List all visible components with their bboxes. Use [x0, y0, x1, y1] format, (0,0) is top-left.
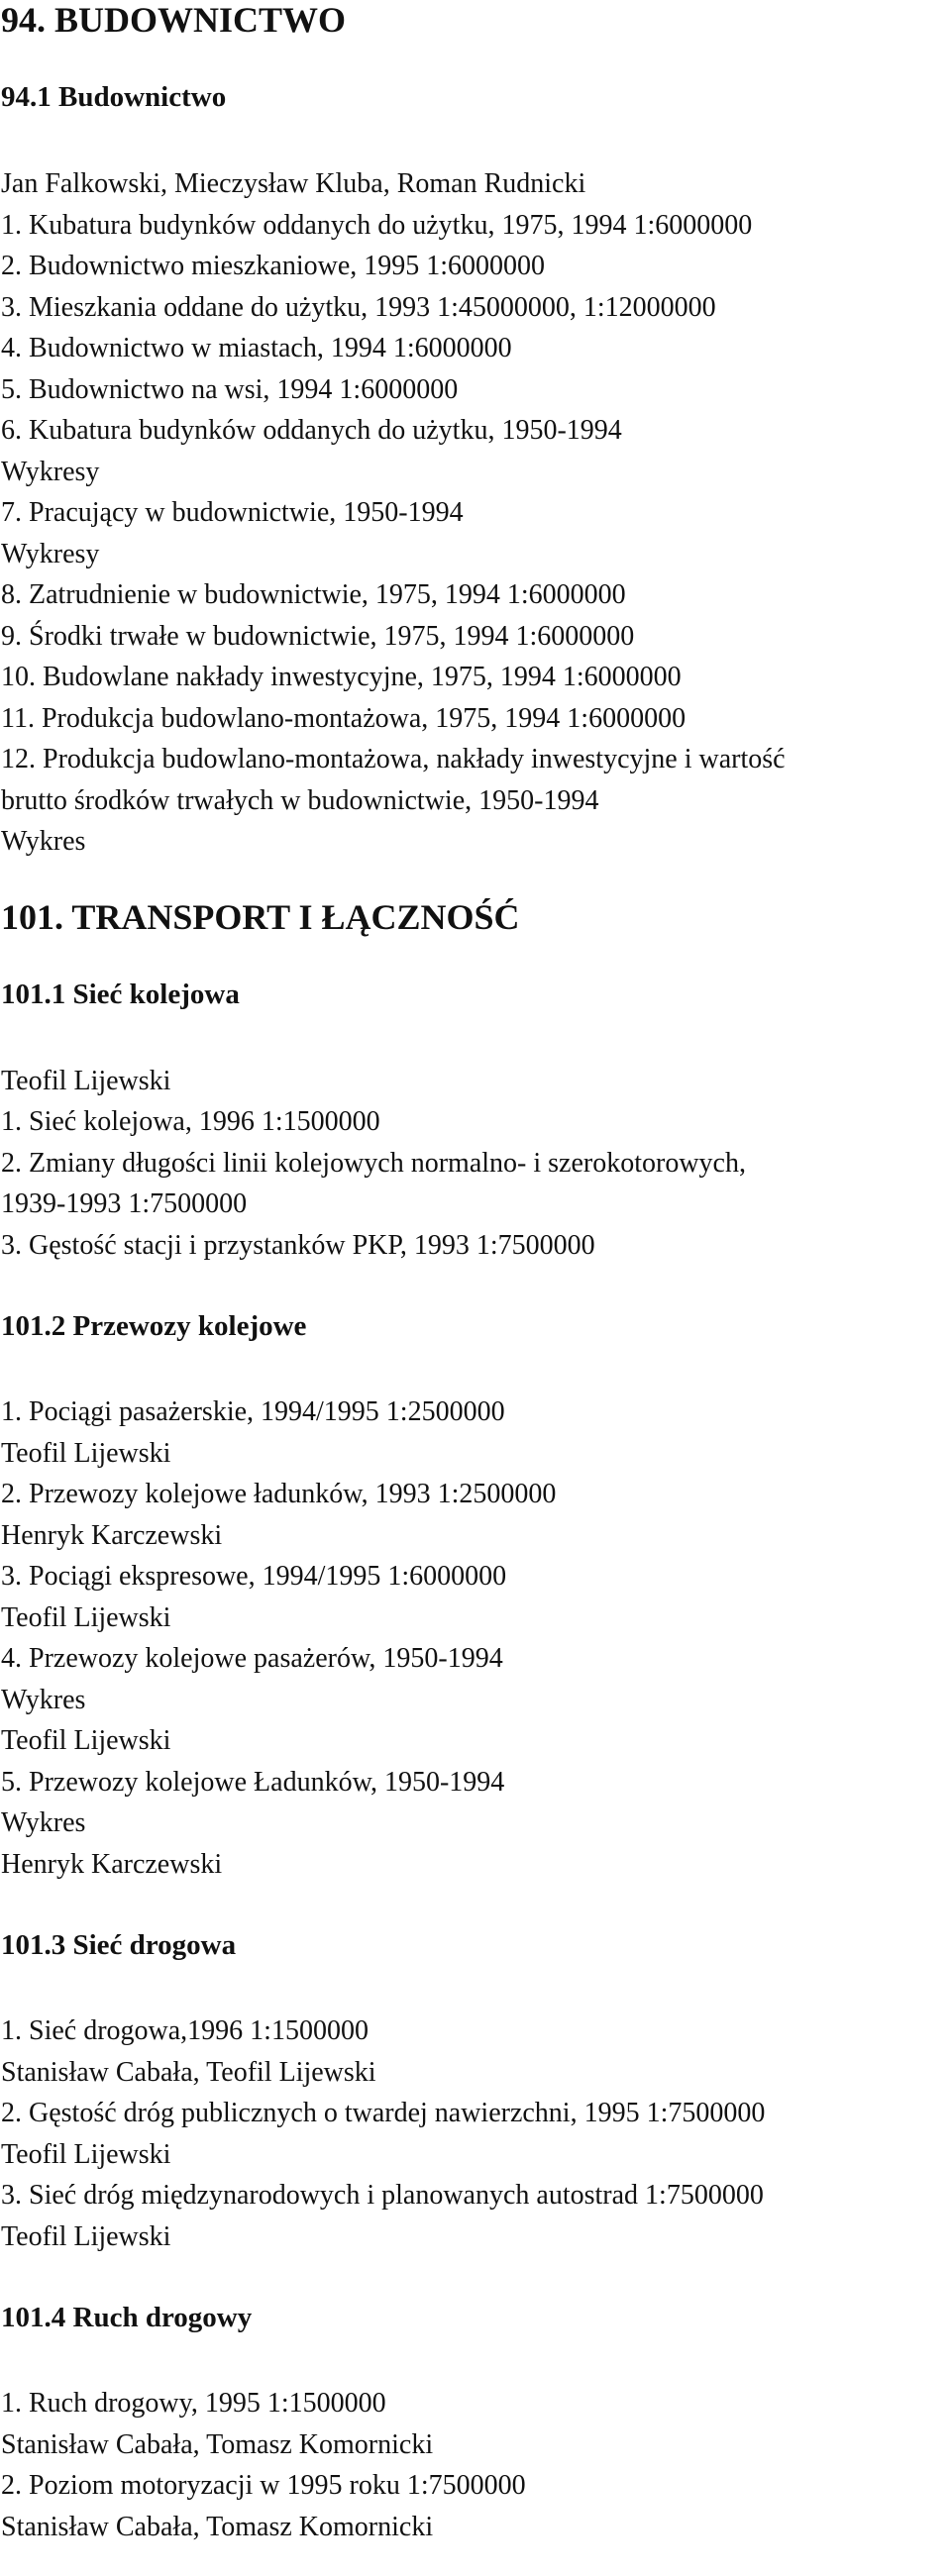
entry-line: Jan Falkowski, Mieczysław Kluba, Roman Rudnicki: [1, 168, 586, 199]
entry-list: [1, 2383, 951, 2547]
entry-line: brutto środków trwałych w budownictwie, 1950-1994: [1, 784, 599, 816]
entry-line: 3. Pociągi ekspresowe, 1994/1995 1:6000000: [1, 1561, 507, 1592]
entry-line: 7. Pracujący w budownictwie, 1950-1994: [1, 497, 464, 528]
entry-line: 4. Budownictwo w miastach, 1994 1:6000000: [1, 333, 512, 363]
entry-list: [1, 1391, 951, 1885]
entry-line: Teofil Lijewski: [1, 2138, 171, 2170]
entry-line: 5. Budownictwo na wsi, 1994 1:6000000: [1, 373, 459, 405]
entry-line: 9. Środki trwałe w budownictwie, 1975, 1994 1:6000000: [1, 620, 635, 652]
entry-line: 2. Budownictwo mieszkaniowe, 1995 1:6000000: [1, 251, 546, 281]
entry-line: 11. Produkcja budowlano-montażowa, 1975, 1994 1:6000000: [1, 702, 687, 734]
entry-line: 6. Kubatura budynków oddanych do użytku, 1950-1994: [1, 415, 622, 446]
entry-line: Teofil Lijewski: [1, 1601, 171, 1633]
entry-line: 1. Pociągi pasażerskie, 1994/1995 1:2500000: [1, 1396, 505, 1427]
entry-line: Wykresy: [1, 456, 100, 487]
section-heading: 101.2 Przewozy kolejowe: [1, 1310, 307, 1342]
entry-line: 1. Ruch drogowy, 1995 1:1500000: [1, 2388, 386, 2419]
entry-line: 1. Kubatura budynków oddanych do użytku, 1975, 1994 1:6000000: [1, 209, 753, 241]
entry-line: 3. Sieć dróg międzynarodowych i planowanych autostrad 1:7500000: [1, 2180, 764, 2211]
section: [1, 980, 951, 1267]
entry-line: 8. Zatrudnienie w budownictwie, 1975, 1994 1:6000000: [1, 579, 626, 610]
entry-line: 3. Gęstość stacji i przystanków PKP, 1993 1:7500000: [1, 1229, 595, 1261]
entry-line: Wykres: [1, 826, 86, 857]
entry-line: 10. Budowlane nakłady inwestycyjne, 1975, 1994 1:6000000: [1, 662, 682, 692]
entry-line: Stanisław Cabała, Tomasz Komornicki: [1, 2511, 434, 2542]
entry-line: 5. Przewozy kolejowe Ładunków, 1950-1994: [1, 1766, 505, 1798]
entry-line: 1. Sieć drogowa,1996 1:1500000: [1, 2015, 369, 2046]
section-heading: 101.3 Sieć drogowa: [1, 1929, 237, 1961]
entry-line: Teofil Lijewski: [1, 1725, 171, 1756]
entry-line: 2. Poziom motoryzacji w 1995 roku 1:7500000: [1, 2470, 526, 2501]
entry-line: 2. Zmiany długości linii kolejowych normalno- i szerokotorowych,: [1, 1147, 746, 1179]
section-heading: 94.1 Budownictwo: [1, 81, 227, 113]
entry-line: Wykres: [1, 1684, 86, 1715]
chapter-title: 101. TRANSPORT I ŁĄCZNOŚĆ: [1, 896, 520, 937]
entry-line: Teofil Lijewski: [1, 2220, 171, 2252]
entry-list: [1, 1061, 951, 1267]
entry-line: 12. Produkcja budowlano-montażowa, nakłady inwestycyjne i wartość: [1, 744, 786, 774]
entry-line: 3. Mieszkania oddane do użytku, 1993 1:45000000, 1:12000000: [1, 291, 716, 323]
entry-line: 1. Sieć kolejowa, 1996 1:1500000: [1, 1106, 380, 1137]
section: [1, 1931, 951, 2257]
entry-line: 1939-1993 1:7500000: [1, 1188, 248, 1219]
entry-line: Henryk Karczewski: [1, 1848, 223, 1880]
section-heading: 101.4 Ruch drogowy: [1, 2302, 253, 2333]
section: [1, 1312, 951, 1885]
section: [1, 83, 951, 863]
entry-line: 4. Przewozy kolejowe pasażerów, 1950-1994: [1, 1643, 503, 1674]
entry-line: Teofil Lijewski: [1, 1437, 171, 1469]
section: [1, 2304, 951, 2547]
entry-line: Teofil Lijewski: [1, 1065, 171, 1096]
entry-line: Stanisław Cabała, Teofil Lijewski: [1, 2056, 376, 2088]
entry-line: 2. Przewozy kolejowe ładunków, 1993 1:2500000: [1, 1479, 557, 1509]
chapter-title: 94. BUDOWNICTWO: [1, 0, 347, 40]
entry-line: Henryk Karczewski: [1, 1519, 223, 1551]
entry-line: Wykresy: [1, 538, 100, 569]
section-heading: 101.1 Sieć kolejowa: [1, 978, 240, 1010]
entry-list: [1, 163, 951, 863]
entry-line: Wykres: [1, 1807, 86, 1838]
entry-line: 2. Gęstość dróg publicznych o twardej nawierzchni, 1995 1:7500000: [1, 2098, 766, 2128]
entry-list: [1, 2010, 951, 2257]
entry-line: Stanisław Cabała, Tomasz Komornicki: [1, 2428, 434, 2460]
